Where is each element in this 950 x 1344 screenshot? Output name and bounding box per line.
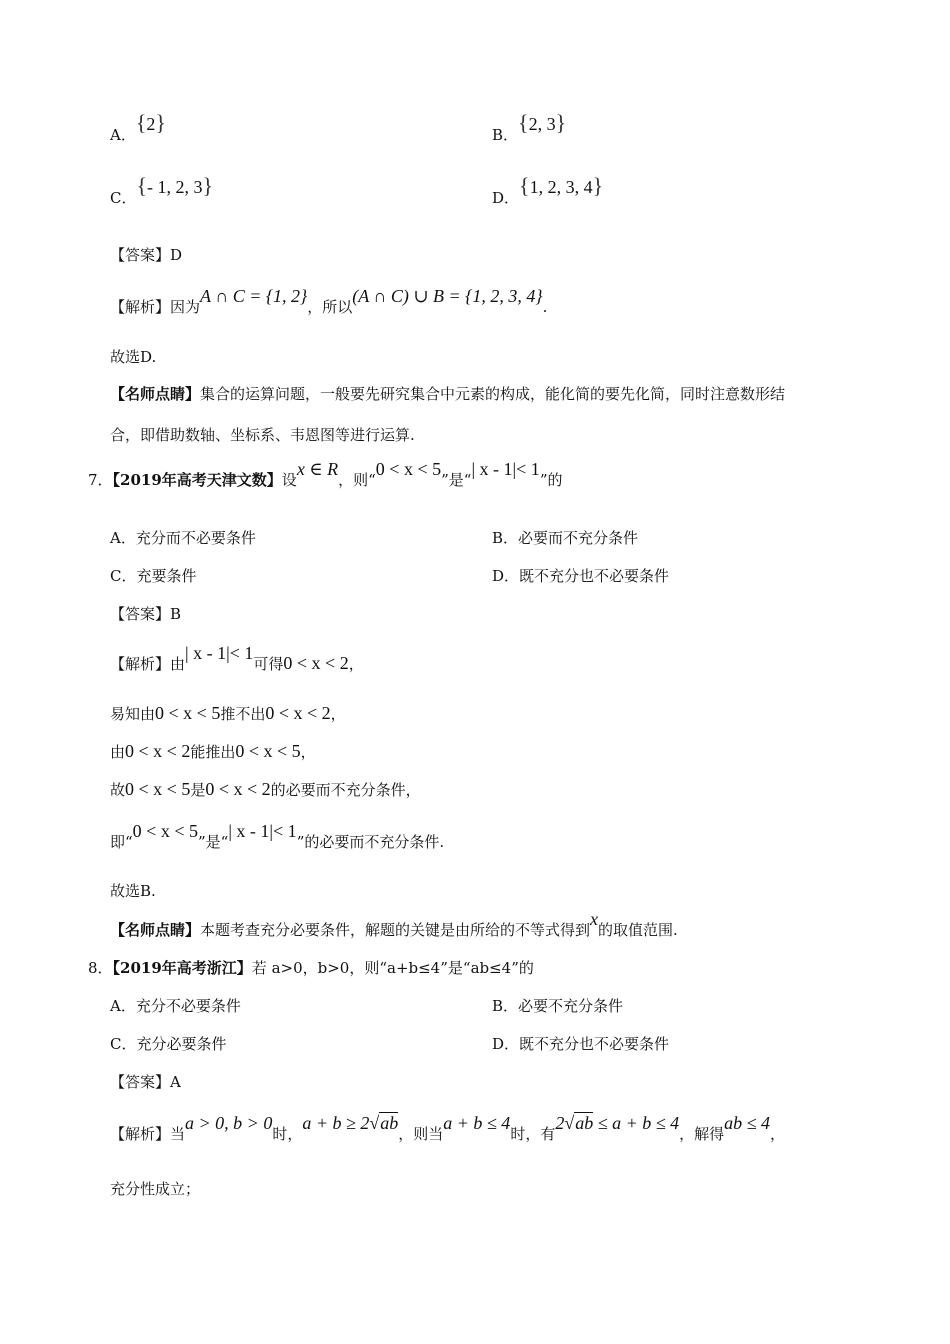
set-brace: { xyxy=(518,110,529,135)
q7-answer xyxy=(110,603,181,625)
analysis-text: 易知由 xyxy=(110,705,156,723)
tip-text: 的取值范围. xyxy=(598,921,678,939)
option-text: 充分而不必要条件 xyxy=(135,529,256,547)
analysis-tag: 【解析】 xyxy=(110,655,171,673)
q8-stem xyxy=(88,957,534,979)
analysis-tag: 【解析】 xyxy=(110,1125,171,1143)
analysis-text: 当 xyxy=(170,1125,186,1143)
q6-answer xyxy=(110,244,182,266)
option-text: 必要不充分条件 xyxy=(518,997,624,1015)
option-label: A． xyxy=(110,126,136,144)
q8-last-line: 充分性成立； xyxy=(110,1180,201,1198)
option-text: 充分不必要条件 xyxy=(135,997,241,1015)
analysis-formula: A ∩ C = {1, 2} xyxy=(200,286,308,306)
q6-analysis xyxy=(110,286,548,318)
q8-analysis xyxy=(110,1113,786,1145)
set-brace: } xyxy=(202,173,214,198)
stem-text: 设 xyxy=(281,471,297,489)
analysis-text: ，则当 xyxy=(398,1125,444,1143)
option-label: A． xyxy=(110,997,136,1015)
q8-option-b xyxy=(492,995,623,1017)
stem-formula: x ∈ R xyxy=(296,459,339,479)
analysis-text: 是 xyxy=(190,781,206,799)
q8-option-d xyxy=(492,1033,669,1055)
stem-formula: | x - 1|< 1 xyxy=(471,459,540,479)
q7-option-d xyxy=(492,565,669,587)
option-text: 既不充分也不必要条件 xyxy=(519,1035,670,1053)
analysis-formula: a + b ≤ 4 xyxy=(443,1113,511,1133)
analysis-formula: 0 < x < 2 xyxy=(125,741,191,761)
option-set: 2 xyxy=(146,114,156,134)
option-set: 2, 3 xyxy=(528,114,556,134)
analysis-formula: 0 < x < 5 xyxy=(132,821,198,841)
option-text: 充要条件 xyxy=(136,567,197,585)
option-label: B． xyxy=(492,126,519,144)
q6-tip-line1 xyxy=(110,383,785,405)
option-set: - 1, 2, 3 xyxy=(147,177,203,197)
question-number: 8． xyxy=(88,959,113,977)
q6-option-c xyxy=(110,173,214,209)
q8-option-c xyxy=(110,1033,227,1055)
set-brace: } xyxy=(155,110,166,135)
analysis-text: ， xyxy=(770,1125,786,1143)
analysis-formula xyxy=(555,1113,679,1133)
answer-tag: 【答案】 xyxy=(110,605,171,623)
analysis-text: ”的必要而不充分条件. xyxy=(296,833,445,851)
analysis-text: 时， xyxy=(272,1125,303,1143)
sqrt-icon: √ xyxy=(564,1113,575,1133)
analysis-text: ，所以 xyxy=(307,298,353,316)
option-text: 充分必要条件 xyxy=(136,1035,227,1053)
analysis-formula: a > 0, b > 0 xyxy=(185,1113,273,1133)
analysis-formula: | x - 1|< 1 xyxy=(185,643,254,663)
q6-option-a xyxy=(110,110,166,146)
analysis-formula: (A ∩ C) ∪ B = {1, 2, 3, 4} xyxy=(352,286,543,306)
analysis-text: 推不出 xyxy=(220,705,266,723)
set-brace: } xyxy=(555,110,567,135)
option-label: C． xyxy=(110,567,137,585)
q7-tip xyxy=(110,909,678,941)
stem-text: ”是“ xyxy=(441,471,472,489)
analysis-text: 的必要而不充分条件， xyxy=(270,781,421,799)
stem-text: ，则“ xyxy=(338,471,376,489)
q6-conclusion: 故选D. xyxy=(110,348,157,366)
analysis-text: ， xyxy=(300,743,316,761)
stem-formula: 0 < x < 5 xyxy=(375,459,442,479)
set-brace: { xyxy=(519,173,530,198)
q8-option-a xyxy=(110,995,241,1017)
q7-option-b xyxy=(492,527,638,549)
analysis-formula xyxy=(302,1113,398,1133)
analysis-text: ， xyxy=(348,655,364,673)
option-set: 1, 2, 3, 4 xyxy=(529,177,593,197)
question-number: 7． xyxy=(88,471,113,489)
analysis-text: 时，有 xyxy=(510,1125,556,1143)
tip-tag: 【名师点睛】 xyxy=(110,921,201,939)
tip-formula: x xyxy=(590,909,599,929)
tip-text: 本题考查充分必要条件，解题的关键是由所给的不等式得到 xyxy=(200,921,591,939)
sqrt-icon: √ xyxy=(369,1113,380,1133)
q7-analysis-line2 xyxy=(110,702,346,725)
analysis-formula: | x - 1|< 1 xyxy=(228,821,297,841)
q7-analysis-line1 xyxy=(110,643,364,675)
analysis-formula: 0 < x < 5 xyxy=(235,741,301,761)
stem-text: ”的 xyxy=(539,471,563,489)
question-source: 【2019年高考天津文数】 xyxy=(112,471,282,489)
answer-tag: 【答案】 xyxy=(110,1073,171,1091)
q7-conclusion: 故选B. xyxy=(110,882,156,900)
option-label: D． xyxy=(492,1035,520,1053)
tip-text: 集合的运算问题，一般要先研究集合中元素的构成，能化简的要先化简，同时注意数形结 xyxy=(200,385,786,403)
analysis-text: 能推出 xyxy=(190,743,236,761)
analysis-text: ”是“ xyxy=(197,833,229,851)
q7-analysis-line3 xyxy=(110,740,316,763)
answer-value: B xyxy=(170,605,182,623)
set-brace: { xyxy=(135,110,147,135)
set-brace: { xyxy=(136,173,148,198)
formula-radicand: ab xyxy=(380,1113,399,1133)
analysis-formula: 0 < x < 5 xyxy=(125,779,191,799)
option-text: 既不充分也不必要条件 xyxy=(519,567,670,585)
q7-option-c xyxy=(110,565,197,587)
formula-part: ≤ a + b ≤ 4 xyxy=(593,1113,680,1133)
answer-value: D xyxy=(170,246,183,264)
q6-option-d xyxy=(492,173,604,209)
q7-analysis-line5 xyxy=(110,821,445,853)
formula-part: 2 xyxy=(555,1113,565,1133)
q6-tip-line2: 合，即借助数轴、坐标系、韦恩图等进行运算. xyxy=(110,426,415,444)
tip-tag: 【名师点睛】 xyxy=(110,385,201,403)
analysis-formula: 0 < x < 5 xyxy=(155,703,221,723)
option-label: C． xyxy=(110,1035,137,1053)
analysis-formula: 0 < x < 2 xyxy=(283,653,349,673)
q7-analysis-line4 xyxy=(110,778,421,801)
option-label: B． xyxy=(492,529,519,547)
option-text: 必要而不充分条件 xyxy=(518,529,639,547)
analysis-formula: 0 < x < 2 xyxy=(265,703,331,723)
analysis-formula: 0 < x < 2 xyxy=(205,779,271,799)
analysis-text: ，解得 xyxy=(679,1125,725,1143)
answer-tag: 【答案】 xyxy=(110,246,171,264)
option-label: D． xyxy=(492,567,520,585)
formula-part: a + b ≥ 2 xyxy=(302,1113,370,1133)
q6-option-b xyxy=(492,110,567,146)
answer-value: A xyxy=(170,1073,181,1091)
option-label: A． xyxy=(110,529,136,547)
analysis-text: 即“ xyxy=(110,833,133,851)
formula-radicand: ab xyxy=(575,1113,594,1133)
analysis-text: 由 xyxy=(170,655,186,673)
q7-option-a xyxy=(110,527,256,549)
q8-answer xyxy=(110,1071,181,1093)
analysis-text: 可得 xyxy=(253,655,284,673)
question-source: 【2019年高考浙江】 xyxy=(112,959,252,977)
option-label: D． xyxy=(492,189,520,207)
option-label: B． xyxy=(492,997,519,1015)
option-label: C． xyxy=(110,189,137,207)
analysis-formula: ab ≤ 4 xyxy=(724,1113,771,1133)
analysis-text: 由 xyxy=(110,743,126,761)
analysis-text: ， xyxy=(330,705,346,723)
analysis-tag: 【解析】 xyxy=(110,298,171,316)
analysis-text: 故 xyxy=(110,781,126,799)
stem-text: 若 a>0，b>0，则“a+b≤4”是“ab≤4”的 xyxy=(251,959,534,977)
analysis-text: 因为 xyxy=(170,298,201,316)
analysis-text: . xyxy=(542,298,548,316)
q7-stem xyxy=(88,459,563,491)
set-brace: } xyxy=(592,173,604,198)
